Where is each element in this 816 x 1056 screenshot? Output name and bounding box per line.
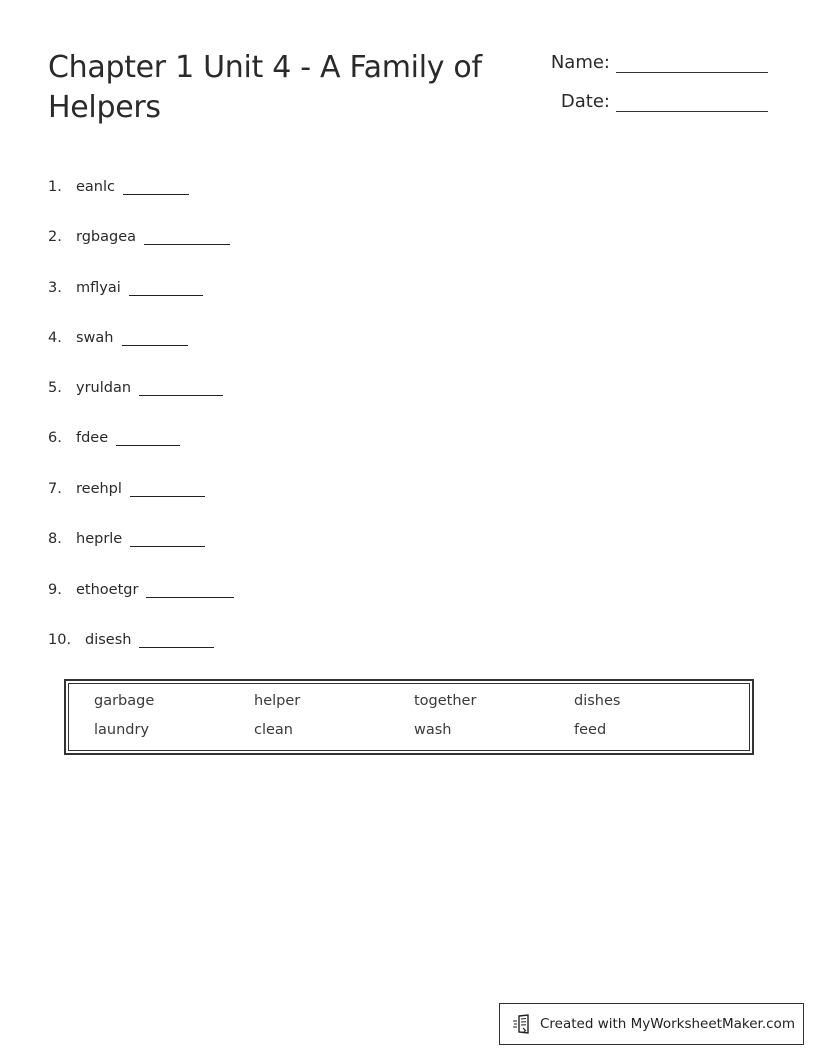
answer-blank[interactable] — [129, 277, 203, 296]
question-number: 6. — [48, 430, 62, 446]
question-number: 3. — [48, 280, 62, 296]
word-bank-item: wash — [414, 722, 452, 738]
question-number: 9. — [48, 582, 62, 598]
word-bank-item: feed — [574, 722, 607, 738]
footer-badge[interactable] — [499, 1003, 804, 1045]
word-bank-inner — [68, 683, 750, 751]
answer-blank[interactable] — [130, 528, 205, 547]
footer-text: Created with MyWorksheetMaker.com — [540, 1016, 795, 1032]
scrambled-word: swah — [76, 330, 114, 346]
scrambled-word: heprle — [76, 531, 123, 547]
question-item — [48, 427, 180, 446]
question-item — [48, 528, 205, 547]
question-item — [48, 579, 234, 598]
question-number: 8. — [48, 531, 62, 547]
answer-blank[interactable] — [146, 579, 234, 598]
question-item — [48, 478, 205, 497]
date-blank[interactable] — [616, 89, 768, 112]
scrambled-word: yruldan — [76, 380, 132, 396]
scrambled-word: eanlc — [76, 179, 115, 195]
scrambled-word: disesh — [85, 632, 132, 648]
word-bank-item: laundry — [94, 722, 150, 738]
worksheet-maker-logo-icon — [512, 1013, 534, 1035]
word-bank-item: helper — [254, 693, 301, 709]
word-bank-item: garbage — [94, 693, 155, 709]
question-item — [48, 277, 203, 296]
answer-blank[interactable] — [123, 176, 189, 195]
question-item — [48, 377, 223, 396]
word-bank-item: clean — [254, 722, 293, 738]
scrambled-word: reehpl — [76, 481, 122, 497]
answer-blank[interactable] — [139, 377, 223, 396]
scrambled-word: ethoetgr — [76, 582, 139, 598]
question-number: 5. — [48, 380, 62, 396]
date-label: Date: — [560, 91, 610, 112]
question-number: 2. — [48, 229, 62, 245]
question-item — [48, 176, 189, 195]
scrambled-word: rgbagea — [76, 229, 137, 245]
answer-blank[interactable] — [139, 629, 214, 648]
name-label: Name: — [550, 52, 610, 73]
word-bank-item: together — [414, 693, 477, 709]
scrambled-word: fdee — [76, 430, 109, 446]
answer-blank[interactable] — [130, 478, 205, 497]
scrambled-word: mflyai — [76, 280, 121, 296]
word-bank — [64, 679, 754, 755]
name-field — [551, 50, 768, 73]
question-item — [48, 327, 188, 346]
question-item — [48, 226, 230, 245]
question-item — [48, 629, 214, 648]
word-bank-item: dishes — [574, 693, 621, 709]
date-field — [561, 89, 768, 112]
question-number: 10. — [48, 632, 72, 648]
answer-blank[interactable] — [116, 427, 180, 446]
name-blank[interactable] — [616, 50, 768, 73]
answer-blank[interactable] — [122, 327, 188, 346]
question-number: 7. — [48, 481, 62, 497]
page-title: Chapter 1 Unit 4 - A Family of Helpers — [48, 50, 482, 125]
answer-blank[interactable] — [144, 226, 230, 245]
question-number: 1. — [48, 179, 62, 195]
question-number: 4. — [48, 330, 62, 346]
